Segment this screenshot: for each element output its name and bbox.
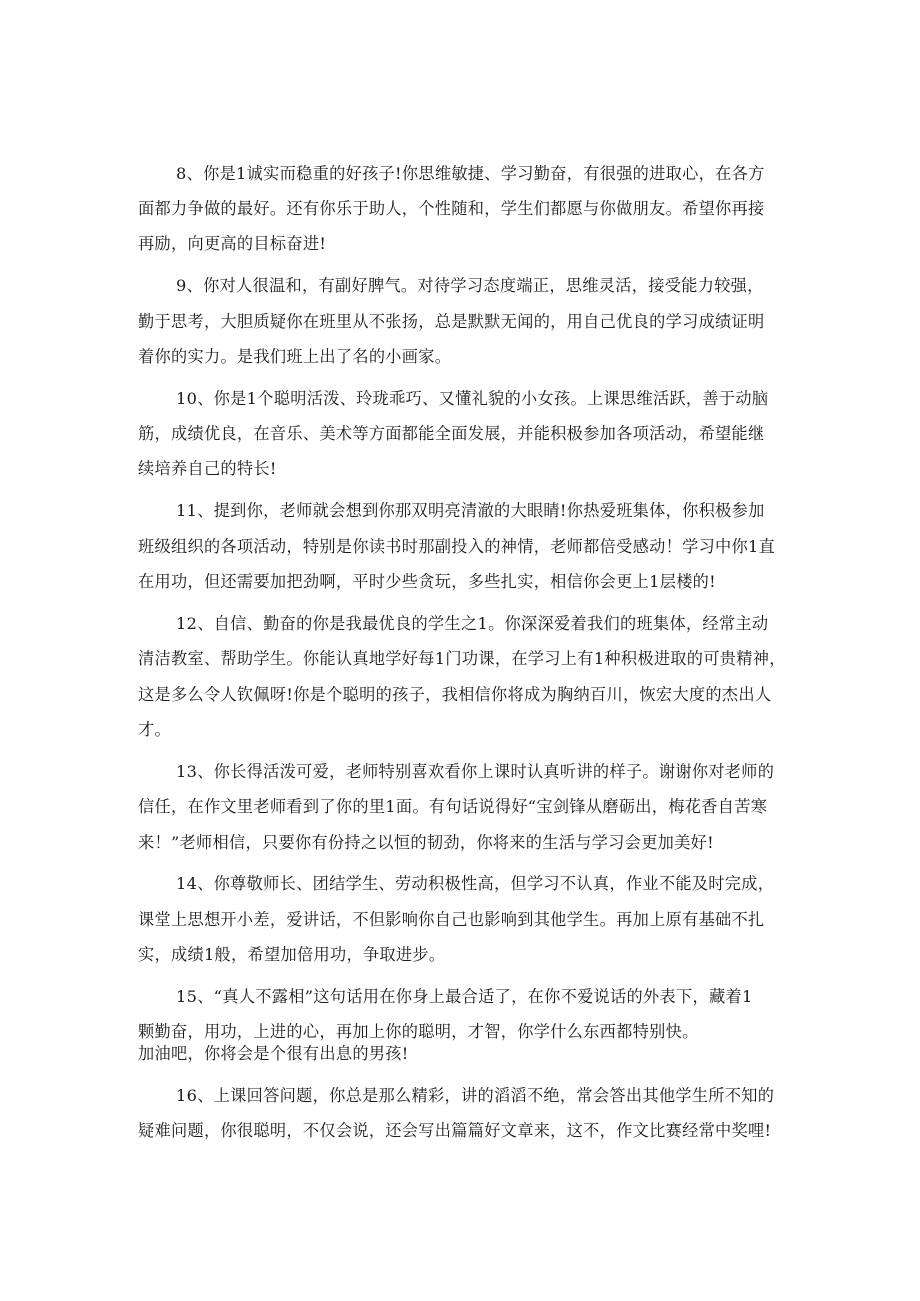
paragraph-line: 11、提到你，老师就会想到你那双明亮清澈的大眼睛!你热爱班集体，你积极参加 bbox=[176, 501, 765, 520]
paragraph-line: 勤于思考，大胆质疑你在班里从不张扬，总是默默无闻的，用自己优良的学习成绩证明 bbox=[138, 312, 765, 331]
paragraph-line: 再励，向更高的目标奋进! bbox=[138, 234, 327, 253]
paragraph-line: 14、你尊敬师长、团结学生、劳动积极性高，但学习不认真，作业不能及时完成， bbox=[176, 874, 775, 893]
paragraph-line: 课堂上思想开小差，爱讲话，不但影响你自己也影响到其他学生。再加上原有基础不扎 bbox=[138, 910, 765, 929]
paragraph-line: 这是多么令人钦佩呀!你是个聪明的孩子，我相信你将成为胸纳百川，恢宏大度的杰出人 bbox=[138, 685, 772, 704]
paragraph-line: 面都力争做的最好。还有你乐于助人，个性随和，学生们都愿与你做朋友。希望你再接 bbox=[138, 199, 765, 218]
paragraph-line: 颗勤奋，用功，上进的心，再加上你的聪明，才智，你学什么东西都特别快。 bbox=[138, 1022, 699, 1041]
paragraph-line: 16、上课回答问题，你总是那么精彩，讲的滔滔不绝，常会答出其他学生所不知的 bbox=[176, 1086, 775, 1105]
paragraph-line: 班级组织的各项活动，特别是你读书时那副投入的神情，老师都倍受感动！学习中你1直 bbox=[138, 537, 776, 556]
paragraph-line: 加油吧，你将会是个很有出息的男孩! bbox=[138, 1044, 409, 1063]
paragraph-line: 13、你长得活泼可爱，老师特别喜欢看你上课时认真听讲的样子。谢谢你对老师的 bbox=[176, 762, 775, 781]
paragraph-line: 来！”老师相信，只要你有份持之以恒的韧劲，你将来的生活与学习会更加美好! bbox=[138, 833, 714, 852]
paragraph-line: 9、你对人很温和，有副好脾气。对待学习态度端正，思维灵活，接受能力较强， bbox=[176, 276, 764, 295]
paragraph-line: 着你的实力。是我们班上出了名的小画家。 bbox=[138, 347, 452, 366]
paragraph-line: 8、你是1诚实而稳重的好孩子!你思维敏捷、学习勤奋，有很强的进取心，在各方 bbox=[176, 164, 765, 183]
paragraph-line: 筋，成绩优良，在音乐、美术等方面都能全面发展，并能积极参加各项活动，希望能继 bbox=[138, 424, 765, 443]
paragraph-line: 清洁教室、帮助学生。你能认真地学好每1门功课，在学习上有1种积极进取的可贵精神， bbox=[138, 649, 786, 668]
paragraph-line: 实，成绩1般，希望加倍用功，争取进步。 bbox=[138, 945, 446, 964]
paragraph-line: 才。 bbox=[138, 720, 171, 739]
paragraph-line: 信任，在作文里老师看到了你的里1面。有句话说得好“宝剑锋从磨砺出，梅花香自苦寒 bbox=[138, 797, 768, 816]
paragraph-line: 续培养自己的特长! bbox=[138, 459, 277, 478]
paragraph-line: 15、“真人不露相”这句话用在你身上最合适了，在你不爱说话的外表下，藏着1 bbox=[176, 987, 753, 1006]
paragraph-line: 10、你是1个聪明活泼、玲珑乖巧、又懂礼貌的小女孩。上课思维活跃，善于动脑 bbox=[176, 389, 769, 408]
paragraph-line: 12、自信、勤奋的你是我最优良的学生之1。你深深爱着我们的班集体，经常主动 bbox=[176, 614, 769, 633]
paragraph-line: 在用功，但还需要加把劲啊，平时少些贪玩，多些扎实，相信你会更上1层楼的! bbox=[138, 572, 716, 591]
paragraph-line: 疑难问题，你很聪明，不仅会说，还会写出篇篇好文章来，这不，作文比赛经常中奖哩! bbox=[138, 1121, 772, 1140]
